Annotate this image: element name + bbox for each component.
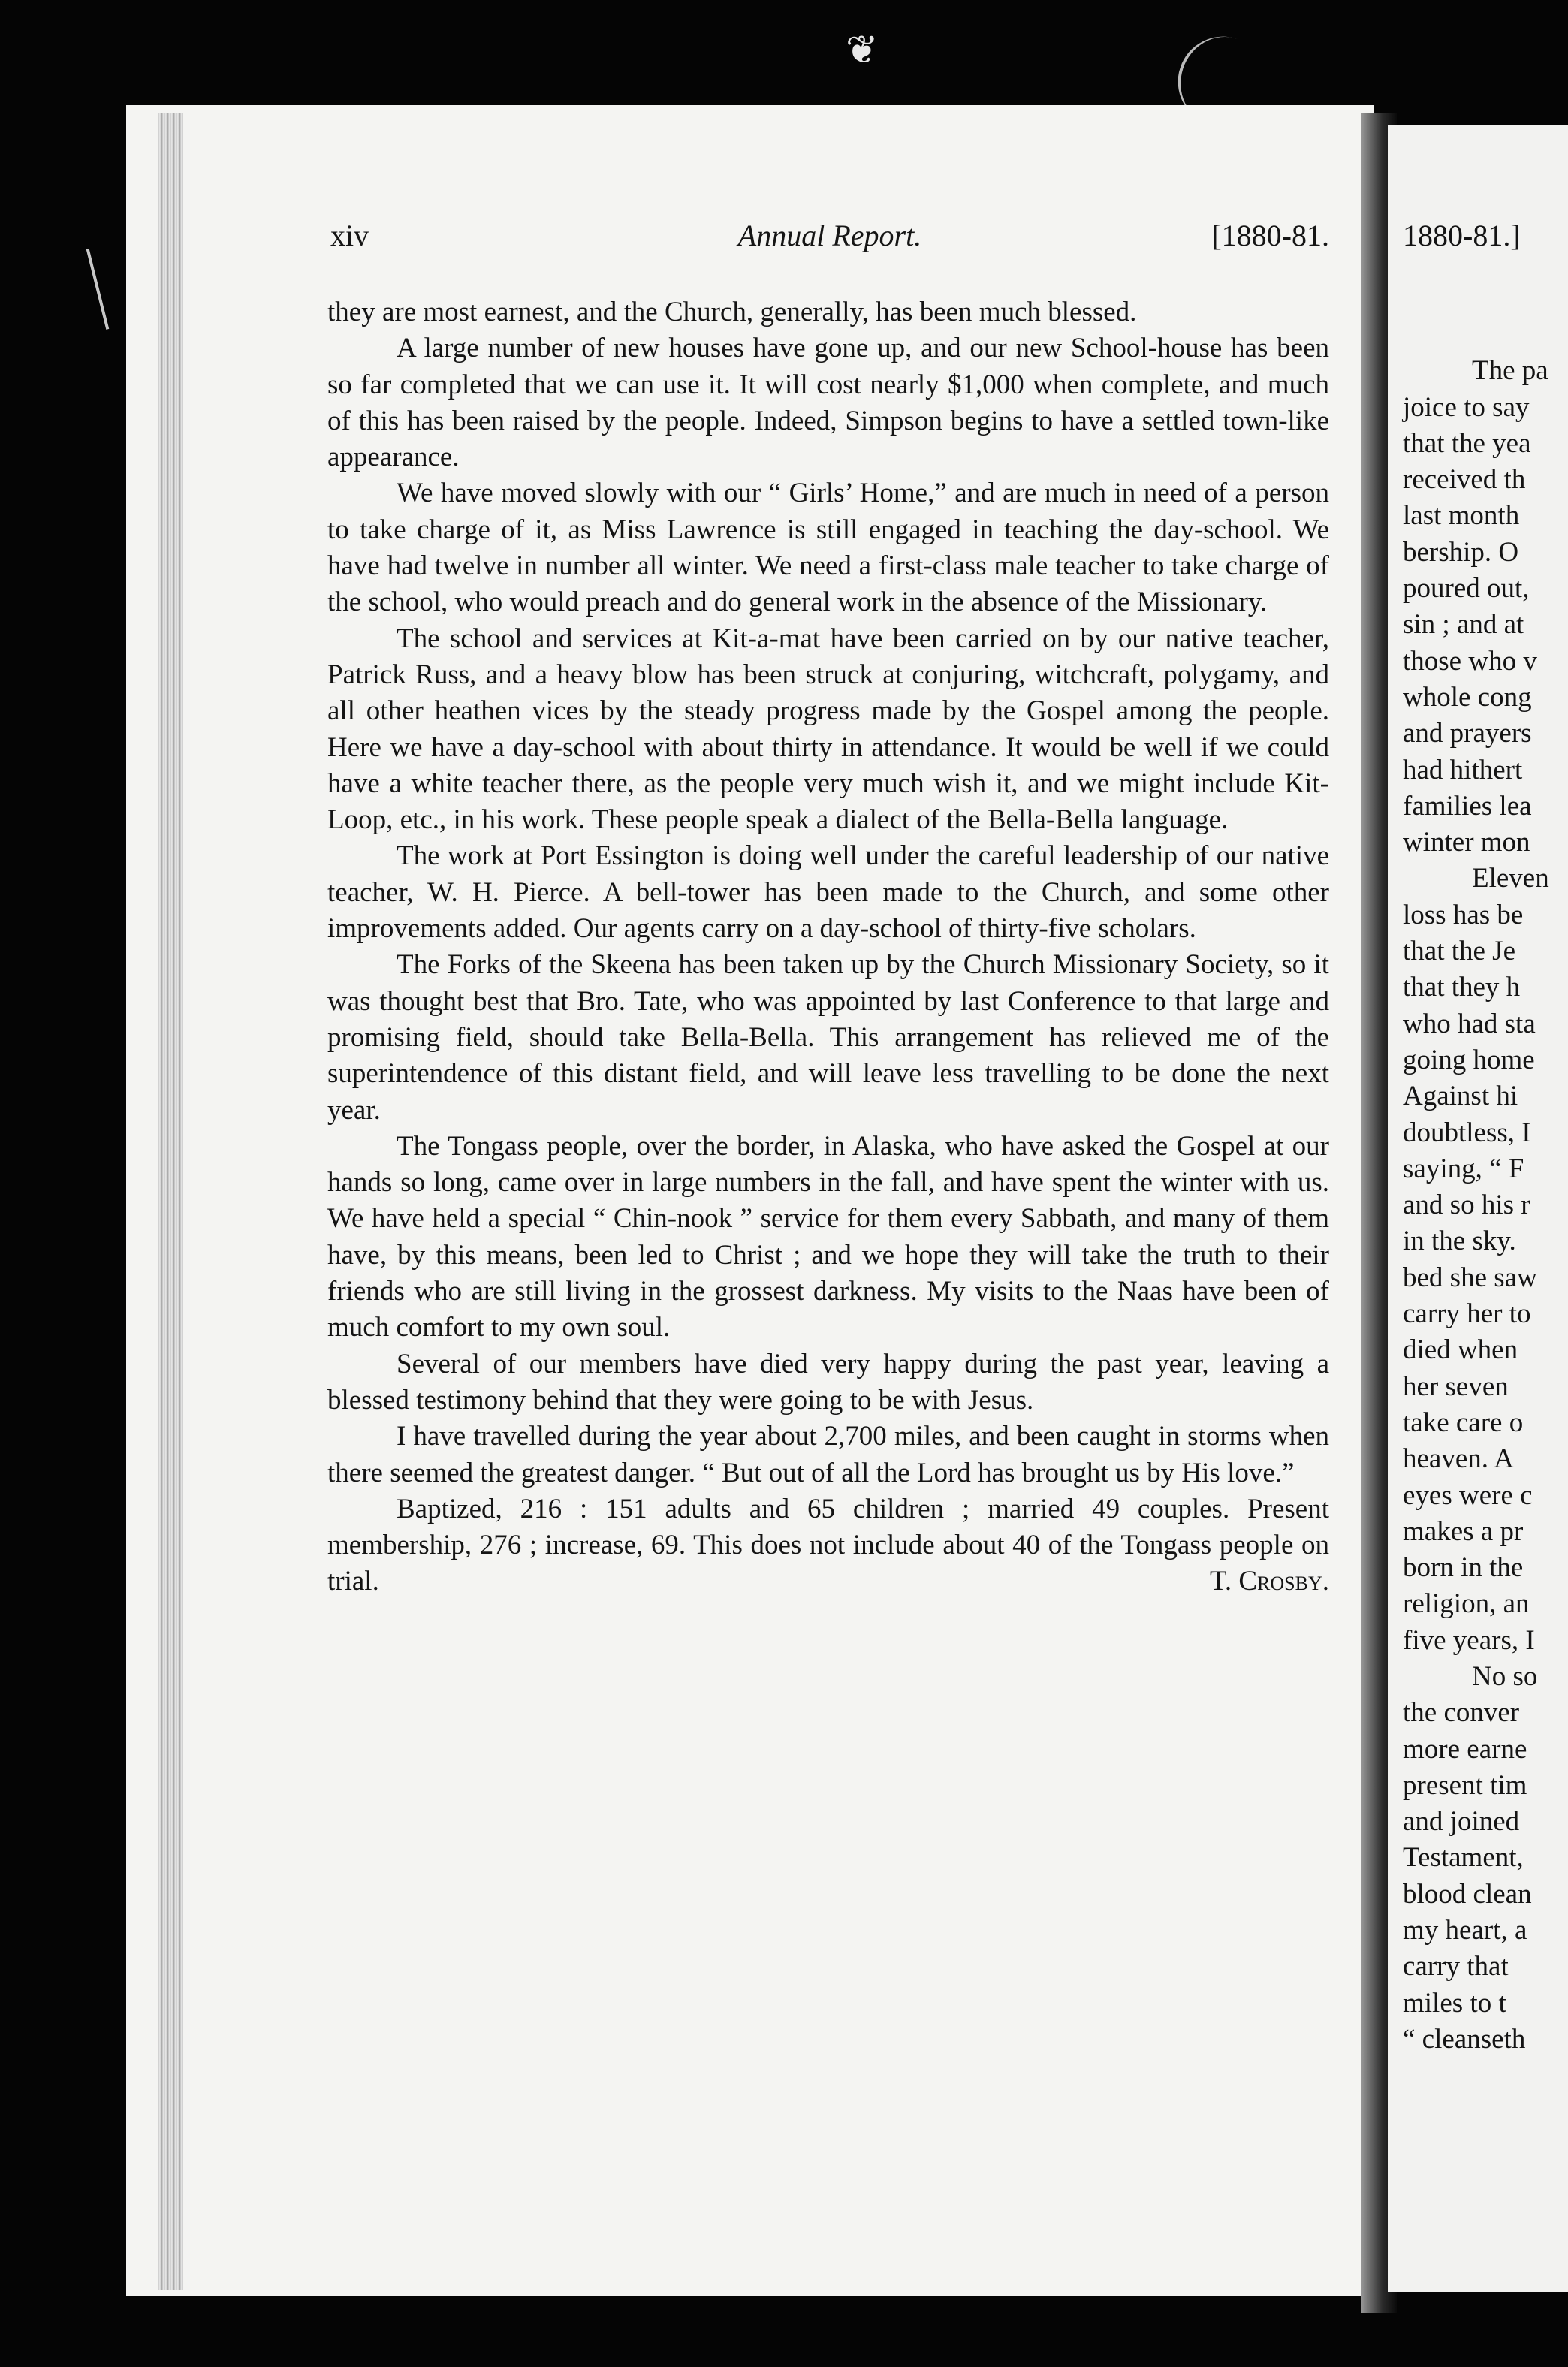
right-page-line: loss has be [1403,899,1524,930]
page-header [330,218,1329,270]
right-page-line: families lea [1403,790,1532,822]
paragraph: A large number of new houses have gone up, and our new School-house has been so far completed that we can use it. It will cost nearly $1,000 when complete, and much of this has been raised by the people. Indeed, Simpson begins to have a settled town-like appearance. [327,333,1329,473]
right-page-line: religion, an [1403,1588,1530,1620]
right-page-line: had hithert [1403,754,1523,785]
right-page-text [1403,218,1568,2058]
right-page-line: sin ; and at [1403,609,1524,641]
right-page-line: whole cong [1403,681,1532,713]
right-page-line: her seven [1403,1370,1509,1402]
right-page-line: going home [1403,1044,1535,1075]
scan-artifact-mark: ❦ [846,29,879,72]
right-page-line: that the yea [1403,427,1531,459]
page-edge-stack [158,113,183,2290]
right-page-line: five years, I [1403,1624,1535,1656]
right-page-line: heaven. A [1403,1443,1514,1475]
author-signature: T. Crosby. [1210,1566,1329,1597]
right-page-line: last month [1403,500,1520,532]
right-page-line: No so [1472,1660,1538,1692]
right-page-line: carry her to [1403,1298,1531,1330]
right-page-header: 1880-81.] [1403,219,1521,252]
running-title: Annual Report. [737,219,922,252]
right-page-line: poured out, [1403,573,1530,605]
right-page-line: makes a pr [1403,1515,1524,1547]
right-page-line: bership. O [1403,536,1519,568]
final-paragraph [327,1491,1329,1600]
right-page-line: doubtless, I [1403,1117,1531,1148]
right-page-line: the conver [1403,1697,1520,1729]
scan-artifact-stroke [86,249,109,330]
right-page-line: Testament, [1403,1842,1524,1874]
paragraph: The Tongass people, over the border, in Alaska, who have asked the Gospel at our hands so long, came over in large numbers in the fall, and have spent the winter with us. We have held a special “ Chin-nook ” service for them every Sabbath, and many of them have, by this means, been led to Christ ; and we hope they will take the truth to their friends who are still living in the grossest darkness. My visits to the Naas have been of much comfort to my own soul. [327,1130,1329,1343]
paragraph: Several of our members have died very happy during the past year, leaving a blessed testimony behind that they were going to be with Jesus. [327,1348,1329,1416]
right-page-line: and prayers [1403,718,1532,749]
right-page-line: saying, “ F [1403,1153,1524,1184]
right-page-line: those who v [1403,645,1537,677]
paragraph: I have travelled during the year about 2,700 miles, and been caught in storms when there seemed the greatest danger. “ But out of all the Lord has brought us by His love.” [327,1421,1329,1488]
paragraph: The school and services at Kit-a-mat have been carried on by our native teacher, Patrick Russ, and a heavy blow has been struck at conjuring, witchcraft, polygamy, and all other heathen vices by the steady progress made by the Gospel among the people. Here we have a day-school with about thirty in attendance. It would be well if we could have a white teacher there, as the people very much wish it, and we might include Kit-Loop, etc., in his work. These people speak a dialect of the Bella-Bella language. [327,623,1329,836]
paragraph: The work at Port Essington is doing well under the careful leadership of our native teacher, W. H. Pierce. A bell-tower has been made to the Church, and some other improvements added. Our agents carry on a day-school of thirty-five scholars. [327,840,1329,945]
right-page-line: bed she saw [1403,1262,1537,1293]
right-page-line: The pa [1472,355,1548,387]
right-page-line: Against hi [1403,1081,1518,1112]
right-page-line: and so his r [1403,1190,1530,1221]
right-page-line: in the sky. [1403,1226,1516,1257]
right-page-line: joice to say [1403,391,1530,423]
right-page-line: received th [1403,464,1526,496]
right-page-line: and joined [1403,1806,1520,1838]
paragraph: We have moved slowly with our “ Girls’ Home,” and are much in need of a person to take charge of it, as Miss Lawrence is still engaged in teaching the day-school. We have had twelve in number all winter. We need a first-class male teacher to take charge of the school, who would preach and do general work in the absence of the Missionary. [327,478,1329,618]
right-page-line: eyes were c [1403,1479,1533,1511]
right-page-line: that the Je [1403,936,1516,967]
paragraph: they are most earnest, and the Church, generally, has been much blessed. [327,297,1137,327]
header-year: [1880-81. [1211,219,1329,252]
right-page-line: my heart, a [1403,1915,1527,1946]
right-page-line: that they h [1403,972,1521,1003]
right-page-line: take care o [1403,1407,1524,1438]
right-page-line: carry that [1403,1951,1509,1983]
right-page-line: present tim [1403,1769,1527,1801]
right-page-line: died when [1403,1334,1518,1366]
right-page-line: “ cleanseth [1403,2023,1526,2055]
page-number: xiv [330,219,369,252]
right-page-line: Eleven [1472,863,1549,894]
right-page-line: winter mon [1403,827,1530,858]
right-page-line: born in the [1403,1552,1524,1584]
statistics-text: Baptized, 216 : 151 adults and 65 children ; married 49 couples. Present membership, 276 ; increase, 69. This does not include about 40 of the Tongass people on trial. [327,1493,1329,1597]
right-page-line: more earne [1403,1733,1527,1765]
paragraph: The Forks of the Skeena has been taken up by the Church Missionary Society, so it was thought best that Bro. Tate, who was appointed by last Conference to that large and promising field, should take Bella-Bella. This arrangement has relieved me of the superintendence of this distant field, and will leave less travelling to be done the next year. [327,949,1329,1126]
right-page-line: miles to t [1403,1987,1506,2019]
right-page-line: blood clean [1403,1878,1532,1910]
right-page-line: who had sta [1403,1008,1536,1039]
report-body [327,294,1329,1600]
